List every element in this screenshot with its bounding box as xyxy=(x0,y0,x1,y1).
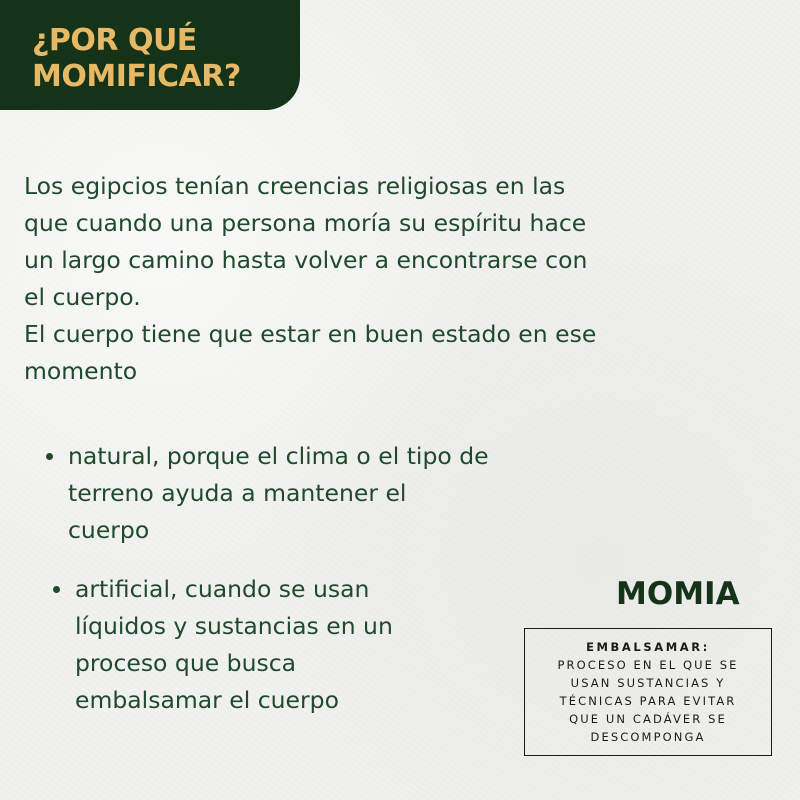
intro-line-4: el cuerpo. xyxy=(24,283,141,311)
bullet-2-line-2: líquidos y sustancias en un xyxy=(75,612,393,640)
bullet-1-line-1: natural, porque el clima o el tipo de xyxy=(68,442,489,470)
definition-line-5: DESCOMPONGA xyxy=(590,730,706,744)
bullet-1-line-2: terreno ayuda a mantener el xyxy=(68,479,407,507)
intro-line-1: Los egipcios tenían creencias religiosas en las xyxy=(24,172,566,200)
definition-line-2: USAN SUSTANCIAS Y xyxy=(570,676,726,690)
bullet-item-natural xyxy=(68,438,489,549)
bullet-2-line-1: artificial, cuando se usan xyxy=(75,575,370,603)
intro-paragraph xyxy=(24,168,744,390)
bullet-2-line-4: embalsamar el cuerpo xyxy=(75,686,339,714)
bullet-item-artificial xyxy=(75,571,393,719)
bullet-2-line-3: proceso que busca xyxy=(75,649,297,677)
page-title-line-2: MOMIFICAR? xyxy=(32,59,241,94)
page-title-line-1: ¿POR QUÉ xyxy=(32,23,197,58)
bullet-dot-icon xyxy=(46,453,53,460)
intro-line-6: momento xyxy=(24,357,138,385)
intro-line-3: un largo camino hasta volver a encontrarse con xyxy=(24,246,588,274)
momia-heading: MOMIA xyxy=(616,576,740,612)
intro-line-5: El cuerpo tiene que estar en buen estado en ese xyxy=(24,320,597,348)
definition-box xyxy=(524,628,772,756)
definition-line-4: QUE UN CADÁVER SE xyxy=(569,712,727,726)
definition-line-1: PROCESO EN EL QUE SE xyxy=(557,658,739,672)
title-banner xyxy=(0,0,300,110)
definition-term: EMBALSAMAR: xyxy=(586,640,710,654)
bullet-1-line-3: cuerpo xyxy=(68,516,150,544)
bullet-dot-icon xyxy=(53,586,60,593)
definition-line-3: TÉCNICAS PARA EVITAR xyxy=(559,694,737,708)
intro-line-2: que cuando una persona moría su espíritu hace xyxy=(24,209,587,237)
